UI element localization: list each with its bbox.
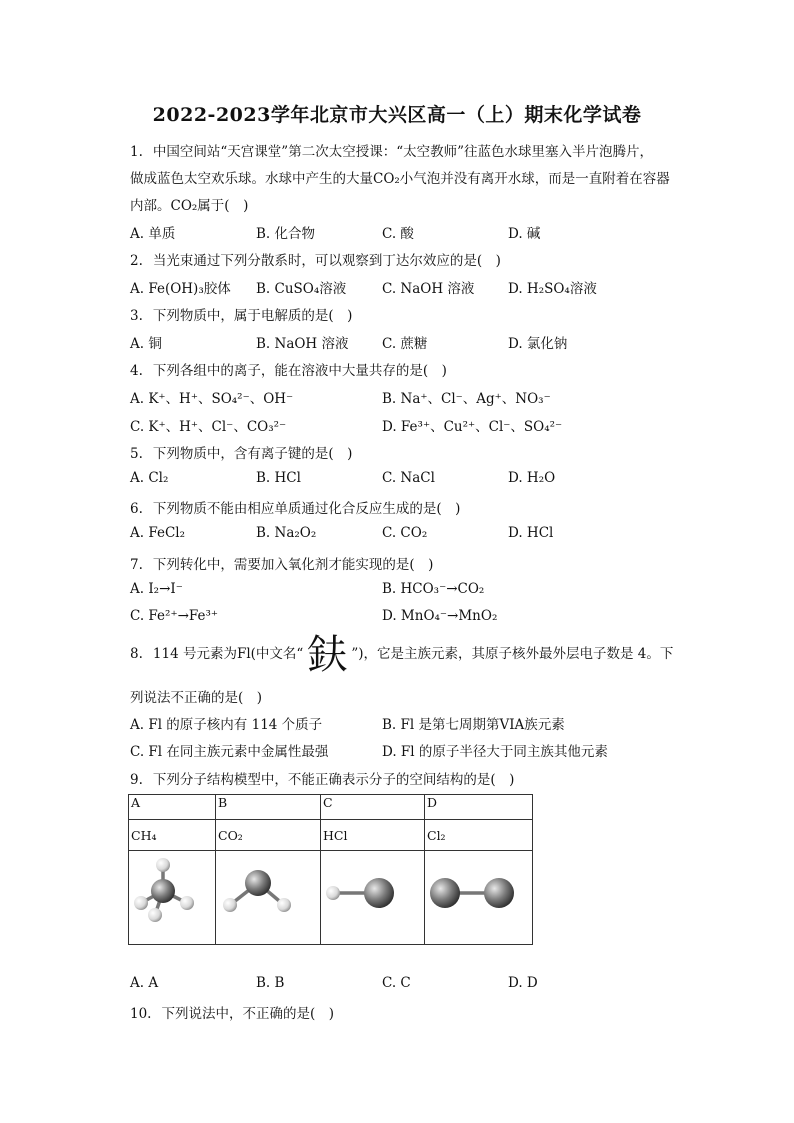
q6-option-c[interactable]: C. CO₂ <box>382 525 428 541</box>
co2-ball-stick-model <box>216 851 316 941</box>
table-header-b: B <box>216 795 321 820</box>
q1-option-a[interactable]: A. 单质 <box>130 226 176 242</box>
q2-option-a[interactable]: A. Fe(OH)₃胶体 <box>130 281 231 297</box>
q2-number: 2. <box>130 253 143 269</box>
table-header-a: A <box>129 795 216 820</box>
table-header-d: D <box>425 795 533 820</box>
q9-line <box>130 768 514 788</box>
q6-option-a[interactable]: A. FeCl₂ <box>130 525 186 541</box>
hcl-ball-stick-model <box>321 851 420 941</box>
q8-text-a: 114 号元素为Fl(中文名“ <box>152 646 304 662</box>
q8-option-d[interactable]: D. Fl 的原子半径大于同主族其他元素 <box>382 744 608 760</box>
q8-line2: 列说法不正确的是( ) <box>130 690 263 706</box>
q10-text: 下列说法中，不正确的是( ) <box>161 1006 335 1022</box>
q3-option-b[interactable]: B. NaOH 溶液 <box>256 336 349 352</box>
q1-option-c[interactable]: C. 酸 <box>382 226 414 242</box>
ch4-model-cell <box>129 851 216 945</box>
q1-option-b[interactable]: B. 化合物 <box>256 226 316 242</box>
q5-number: 5. <box>130 446 143 462</box>
q6-option-d[interactable]: D. HCl <box>508 525 554 541</box>
q9-option-a[interactable]: A. A <box>130 975 159 991</box>
page-title: 2022-2023学年北京市大兴区高一（上）期末化学试卷 <box>152 104 642 126</box>
table-formula-c: HCl <box>321 820 425 851</box>
q3-number: 3. <box>130 308 143 324</box>
q2-option-d[interactable]: D. H₂SO₄溶液 <box>508 281 597 297</box>
q2-text: 当光束通过下列分散系时，可以观察到丁达尔效应的是( ) <box>152 253 501 269</box>
q8-text-b: ”)，它是主族元素，其原子核外最外层电子数是 4。下 <box>351 646 674 662</box>
q5-option-c[interactable]: C. NaCl <box>382 470 435 486</box>
q4-option-c[interactable]: C. K⁺、H⁺、Cl⁻、CO₃²⁻ <box>130 419 287 435</box>
q5-option-b[interactable]: B. HCl <box>256 470 301 486</box>
table-formula-a: CH₄ <box>129 820 216 851</box>
q8-option-b[interactable]: B. Fl 是第七周期第VIA族元素 <box>382 717 565 733</box>
table-formula-b: CO₂ <box>216 820 321 851</box>
q1-line2: 做成蓝色太空欢乐球。水球中产生的大量CO₂小气泡并没有离开水球，而是一直附着在容器 <box>130 171 670 187</box>
q8-number: 8. <box>130 646 143 662</box>
q9-option-c[interactable]: C. C <box>382 975 411 991</box>
q6-number: 6. <box>130 501 143 517</box>
q6-option-b[interactable]: B. Na₂O₂ <box>256 525 317 541</box>
molecule-model-table <box>128 794 533 945</box>
q2-line <box>130 249 501 269</box>
q3-option-c[interactable]: C. 蔗糖 <box>382 336 428 352</box>
q5-text: 下列物质中，含有离子键的是( ) <box>152 446 353 462</box>
q7-text: 下列转化中，需要加入氧化剂才能实现的是( ) <box>152 557 434 573</box>
q8-option-a[interactable]: A. Fl 的原子核内有 114 个质子 <box>130 717 323 733</box>
q8-line1 <box>130 631 674 678</box>
q5-option-d[interactable]: D. H₂O <box>508 470 556 486</box>
q9-option-b[interactable]: B. B <box>256 975 285 991</box>
table-formula-d: Cl₂ <box>425 820 533 851</box>
q3-text: 下列物质中，属于电解质的是( ) <box>152 308 353 324</box>
q9-text: 下列分子结构模型中，不能正确表示分子的空间结构的是( ) <box>152 772 515 788</box>
q10-number: 10. <box>130 1006 152 1022</box>
q5-option-a[interactable]: A. Cl₂ <box>130 470 169 486</box>
co2-model-cell <box>216 851 321 945</box>
q1-line3: 内部。CO₂属于( ) <box>130 198 249 214</box>
q3-option-a[interactable]: A. 铜 <box>130 336 162 352</box>
q8-option-c[interactable]: C. Fl 在同主族元素中金属性最强 <box>130 744 329 760</box>
q9-number: 9. <box>130 772 143 788</box>
q6-line <box>130 497 460 517</box>
q1-option-d[interactable]: D. 碱 <box>508 226 541 242</box>
q7-option-b[interactable]: B. HCO₃⁻→CO₂ <box>382 581 485 597</box>
q4-option-d[interactable]: D. Fe³⁺、Cu²⁺、Cl⁻、SO₄²⁻ <box>382 419 563 435</box>
q3-option-d[interactable]: D. 氯化钠 <box>508 336 568 352</box>
q7-option-c[interactable]: C. Fe²⁺→Fe³⁺ <box>130 608 219 624</box>
hcl-model-cell <box>321 851 425 945</box>
table-header-c: C <box>321 795 425 820</box>
q2-option-c[interactable]: C. NaOH 溶液 <box>382 281 475 297</box>
q2-option-b[interactable]: B. CuSO₄溶液 <box>256 281 347 297</box>
q3-line <box>130 304 352 324</box>
ch4-ball-stick-model <box>129 851 215 941</box>
q4-text: 下列各组中的离子，能在溶液中大量共存的是( ) <box>152 363 447 379</box>
q4-number: 4. <box>130 363 143 379</box>
q4-option-b[interactable]: B. Na⁺、Cl⁻、Ag⁺、NO₃⁻ <box>382 391 551 407</box>
q6-text: 下列物质不能由相应单质通过化合反应生成的是( ) <box>152 501 461 517</box>
q7-option-d[interactable]: D. MnO₄⁻→MnO₂ <box>382 608 498 624</box>
q1-number: 1. <box>130 144 143 160</box>
q7-number: 7. <box>130 557 143 573</box>
q4-line <box>130 359 447 379</box>
q5-line <box>130 442 352 462</box>
q4-option-a[interactable]: A. K⁺、H⁺、SO₄²⁻、OH⁻ <box>130 391 294 407</box>
q7-line <box>130 553 433 573</box>
q7-option-a[interactable]: A. I₂→I⁻ <box>130 581 183 597</box>
q9-option-d[interactable]: D. D <box>508 975 538 991</box>
cl2-ball-stick-model <box>425 851 528 941</box>
q1-line1 <box>130 140 653 160</box>
q10-line <box>130 1002 334 1022</box>
element-name-character: 鈇 <box>307 631 348 678</box>
cl2-model-cell <box>425 851 533 945</box>
q1-text: 中国空间站“天宫课堂”第二次太空授课：“太空教师”往蓝色水球里塞入半片泡腾片， <box>152 144 653 160</box>
